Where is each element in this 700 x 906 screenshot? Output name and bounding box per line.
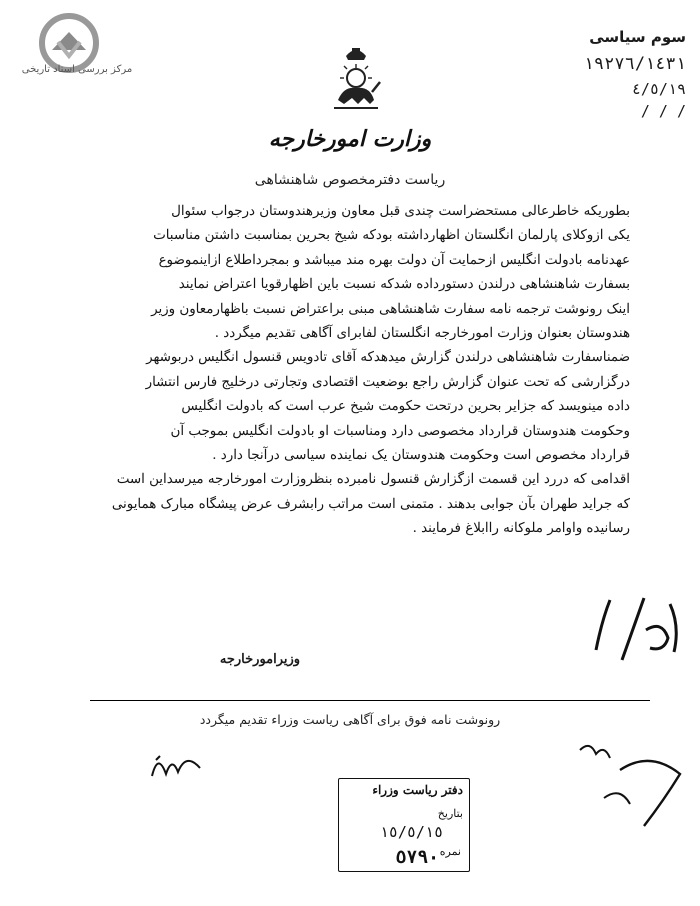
body-line: داده مینویسد که جزایر بحرین درتحت حکومت شیخ عرب است که بادولت انگلیس (181, 399, 630, 415)
receipt-date: ١٥/٥/١٥ (379, 823, 443, 841)
handwritten-initials (148, 746, 208, 786)
body-line: اینک رونوشت ترجمه نامه سفارت شاهنشاهی مبنی براعتراض نسبت باظهارمعاون وزیر (151, 301, 630, 317)
body-line: عهدنامه بادولت انگلیس ازحمایت آن دولت بهره مند میباشد و بمجرداطلاع ازاینموضوع (158, 252, 630, 268)
receipt-stamp (338, 778, 470, 872)
body-line: بطوریکه خاطرعالی مستحضراست چندی قبل معاون وزیرهندوستان درجواب سئوال (171, 204, 630, 219)
copy-forward-note: رونوشت نامه فوق برای آگاهی ریاست وزراء تقدیم میگردد (199, 712, 501, 727)
body-line: درگزارشی که تحت عنوان گزارش راجع بوضعیت اقتصادی وتجارتی درخلیج فارس انتشار (145, 374, 630, 390)
divider (90, 700, 650, 701)
registry-stamp (556, 28, 686, 120)
stamp-date: ٤/٥/١٩ (631, 80, 686, 98)
body-line: یکی ازوکلای پارلمان انگلستان اظهارداشته بودکه شیخ بحرین بمناسبت داشتن مناسبات (153, 228, 630, 244)
stamp-number: ١٩٢٧٦/١٤٣١ (583, 54, 686, 74)
handwritten-margin-note (588, 590, 688, 670)
body-line: ضمناسفارت شاهنشاهی درلندن گزارش میدهدکه آقای تادویس قنسول انگلیس دربوشهر (146, 350, 630, 366)
body-line: رسانیده واوامر ملوکانه راابلاغ فرمایند . (412, 521, 630, 537)
signature-title: وزیرامورخارجه (219, 652, 301, 667)
lion-and-sun-emblem-icon (328, 42, 384, 112)
receipt-number: ٥٧٩٠ (395, 847, 439, 868)
receipt-number-label: نمره (439, 845, 461, 858)
office-subtitle: ریاست دفترمخصوص شاهنشاهی (254, 172, 446, 188)
ministry-title: وزارت امورخارجه (268, 126, 432, 152)
handwritten-annotation (560, 730, 690, 850)
body-line: که جراید طهران بآن جوابی بدهند . متمنی است مراتب رابشرف عرض پیشگاه مبارک همایونی (111, 496, 630, 512)
body-line: اقدامی که دررد این قسمت ازگزارش قنسول نامبرده بنظروزارت امورخارجه میرسداین است (116, 472, 630, 488)
body-line: بسفارت شاهنشاهی درلندن دستورداده شدکه نسبت باین اظهارقویا اعتراض نمایند (178, 277, 630, 293)
receipt-office: دفتر ریاست وزراء (372, 783, 463, 797)
body-line: وحکومت هندوستان قرارداد مخصوصی دارد ومناسبات او بادولت انگلیس بموجب آن (170, 423, 630, 439)
letter-body (30, 200, 630, 542)
stamp-department: سوم سیاسی (589, 28, 686, 46)
body-line: قرارداد مخصوص است وحکومت هندوستان یک نماینده سیاسی درآنجا دارد . (212, 448, 630, 464)
receipt-date-label: بتاریخ (437, 807, 463, 820)
watermark-caption: مرکز بررسی اسناد تاریخی (21, 64, 133, 75)
body-line: هندوستان بعنوان وزارت امورخارجه انگلستان لفابرای آگاهی تقدیم میگردد . (214, 326, 630, 342)
stamp-marks: / / / (640, 102, 686, 120)
